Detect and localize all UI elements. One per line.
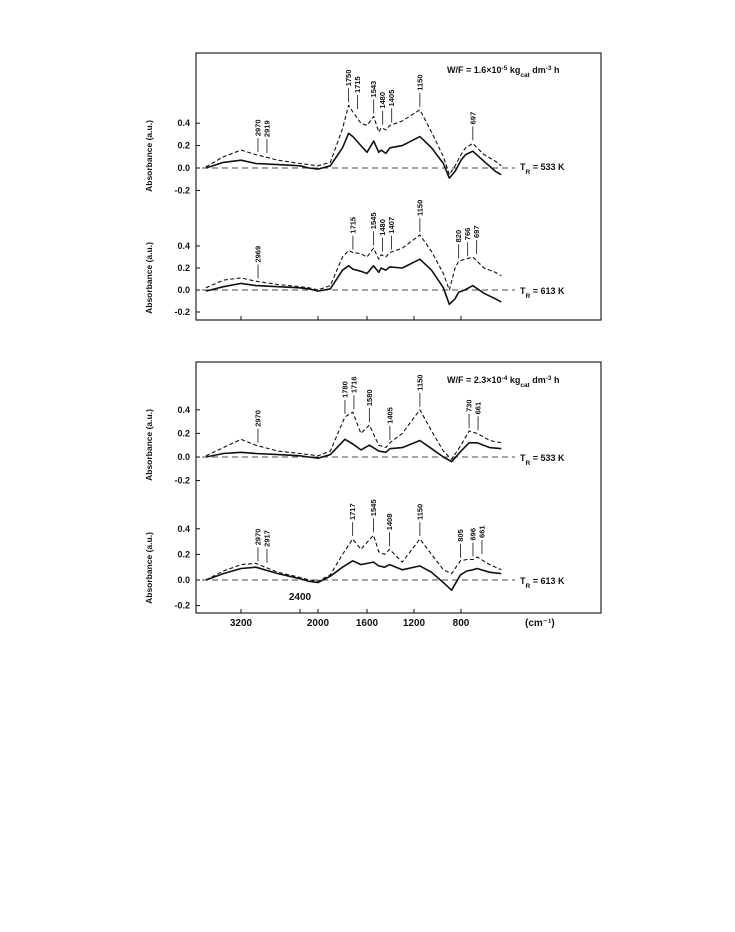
temp-label-top-upper: $T_R = 533$ K [520,162,565,176]
temp-label-bottom-lower: $T_R = 613$ K [520,576,565,590]
peak-annotation: 661 [477,525,487,538]
y-tick-label: -0.2 [174,307,190,317]
peak-annotation: 1543 [369,80,379,98]
peak-annotation: 1545 [368,212,378,230]
y-tick-label: 0.4 [177,118,190,129]
plot-layer [144,70,515,629]
peak-annotation: 805 [455,529,465,542]
series-line-solid [206,259,501,304]
y-axis-label: Absorbance (a.u.) [144,120,154,192]
peak-annotation: 2969 [253,245,263,263]
peak-annotation: 1780 [340,381,350,398]
y-tick-label: 0.4 [177,404,190,415]
peak-annotation: 661 [473,401,483,415]
y-axis-label: Absorbance (a.u.) [144,409,154,481]
peak-annotation: 1580 [364,389,374,407]
peak-annotation: 1150 [415,503,425,521]
y-tick-label: 0.0 [177,285,190,295]
peak-annotation: 1480 [377,219,387,236]
x-axis-unit-label: (cm⁻¹) [525,618,555,629]
y-tick-label: 0.2 [177,140,190,151]
bottom-panel-condition: $W/F = 2.3\times 10^{-4}$ $kg_{cat}$ $dm^{-3}$ h [447,374,560,389]
y-axis-label: Absorbance (a.u.) [144,532,154,604]
peak-annotation: 1150 [415,74,425,91]
peak-annotation: 1750 [344,69,354,87]
y-tick-label: 0.0 [177,575,190,585]
y-tick-label: -0.2 [174,600,190,611]
y-tick-label: 0.4 [177,241,190,251]
peak-annotation: 1717 [348,503,358,521]
peak-annotation: 1716 [349,376,359,394]
x-tick-label: 2400 [288,592,312,603]
peak-annotation: 2970 [253,119,263,137]
peak-annotation: 697 [472,225,482,238]
y-tick-label: 0.0 [177,163,190,173]
x-tick-label: 3200 [229,618,253,629]
x-tick-label: 2000 [306,618,330,629]
top-panel-condition: $W/F = 1.6\times 10^{-5}$ $kg_{cat}$ $dm^{-3}$ h [447,64,560,79]
series-line-solid [206,561,501,590]
peak-annotation: 1715 [348,216,358,234]
temp-label-bottom-upper: $T_R = 533$ K [520,453,565,467]
y-axis-label: Absorbance (a.u.) [144,242,154,314]
peak-annotation: 1545 [368,499,378,517]
peak-annotation: 696 [468,528,478,541]
peak-annotation: 2917 [262,530,272,547]
x-tick-label: 1600 [355,618,379,629]
top-panel-frame [196,53,601,320]
y-tick-label: 0.2 [177,263,190,273]
y-tick-label: -0.2 [174,475,190,486]
peak-annotation: 1407 [386,216,396,234]
x-tick-label: 1200 [402,618,426,629]
y-tick-label: 0.2 [177,549,190,560]
temp-label-top-lower: $T_R = 613$ K [520,286,565,300]
peak-annotation: 1480 [378,91,388,109]
y-tick-label: -0.2 [174,185,190,196]
peak-annotation: 766 [463,227,473,241]
peak-annotation: 2970 [253,410,263,427]
y-tick-label: 0.0 [177,452,190,462]
peak-annotation: 730 [464,399,474,413]
series-line-solid [206,133,501,178]
y-tick-label: 0.4 [177,523,190,534]
series-line-dashed [206,105,501,174]
y-tick-label: 0.2 [177,428,190,439]
peak-annotation: 1150 [415,374,425,391]
peak-annotation: 2970 [253,528,263,546]
peak-annotation: 820 [454,229,464,243]
x-tick-label: 800 [452,618,470,629]
series-line-dashed [206,410,501,460]
peak-annotation: 1150 [415,199,425,216]
peak-annotation: 1405 [385,407,395,424]
peak-annotation: 1408 [385,513,395,531]
peak-annotation: 2919 [262,120,272,138]
peak-annotation: 697 [468,111,478,125]
peak-annotation: 1405 [387,89,397,107]
peak-annotation: 1715 [353,76,363,93]
